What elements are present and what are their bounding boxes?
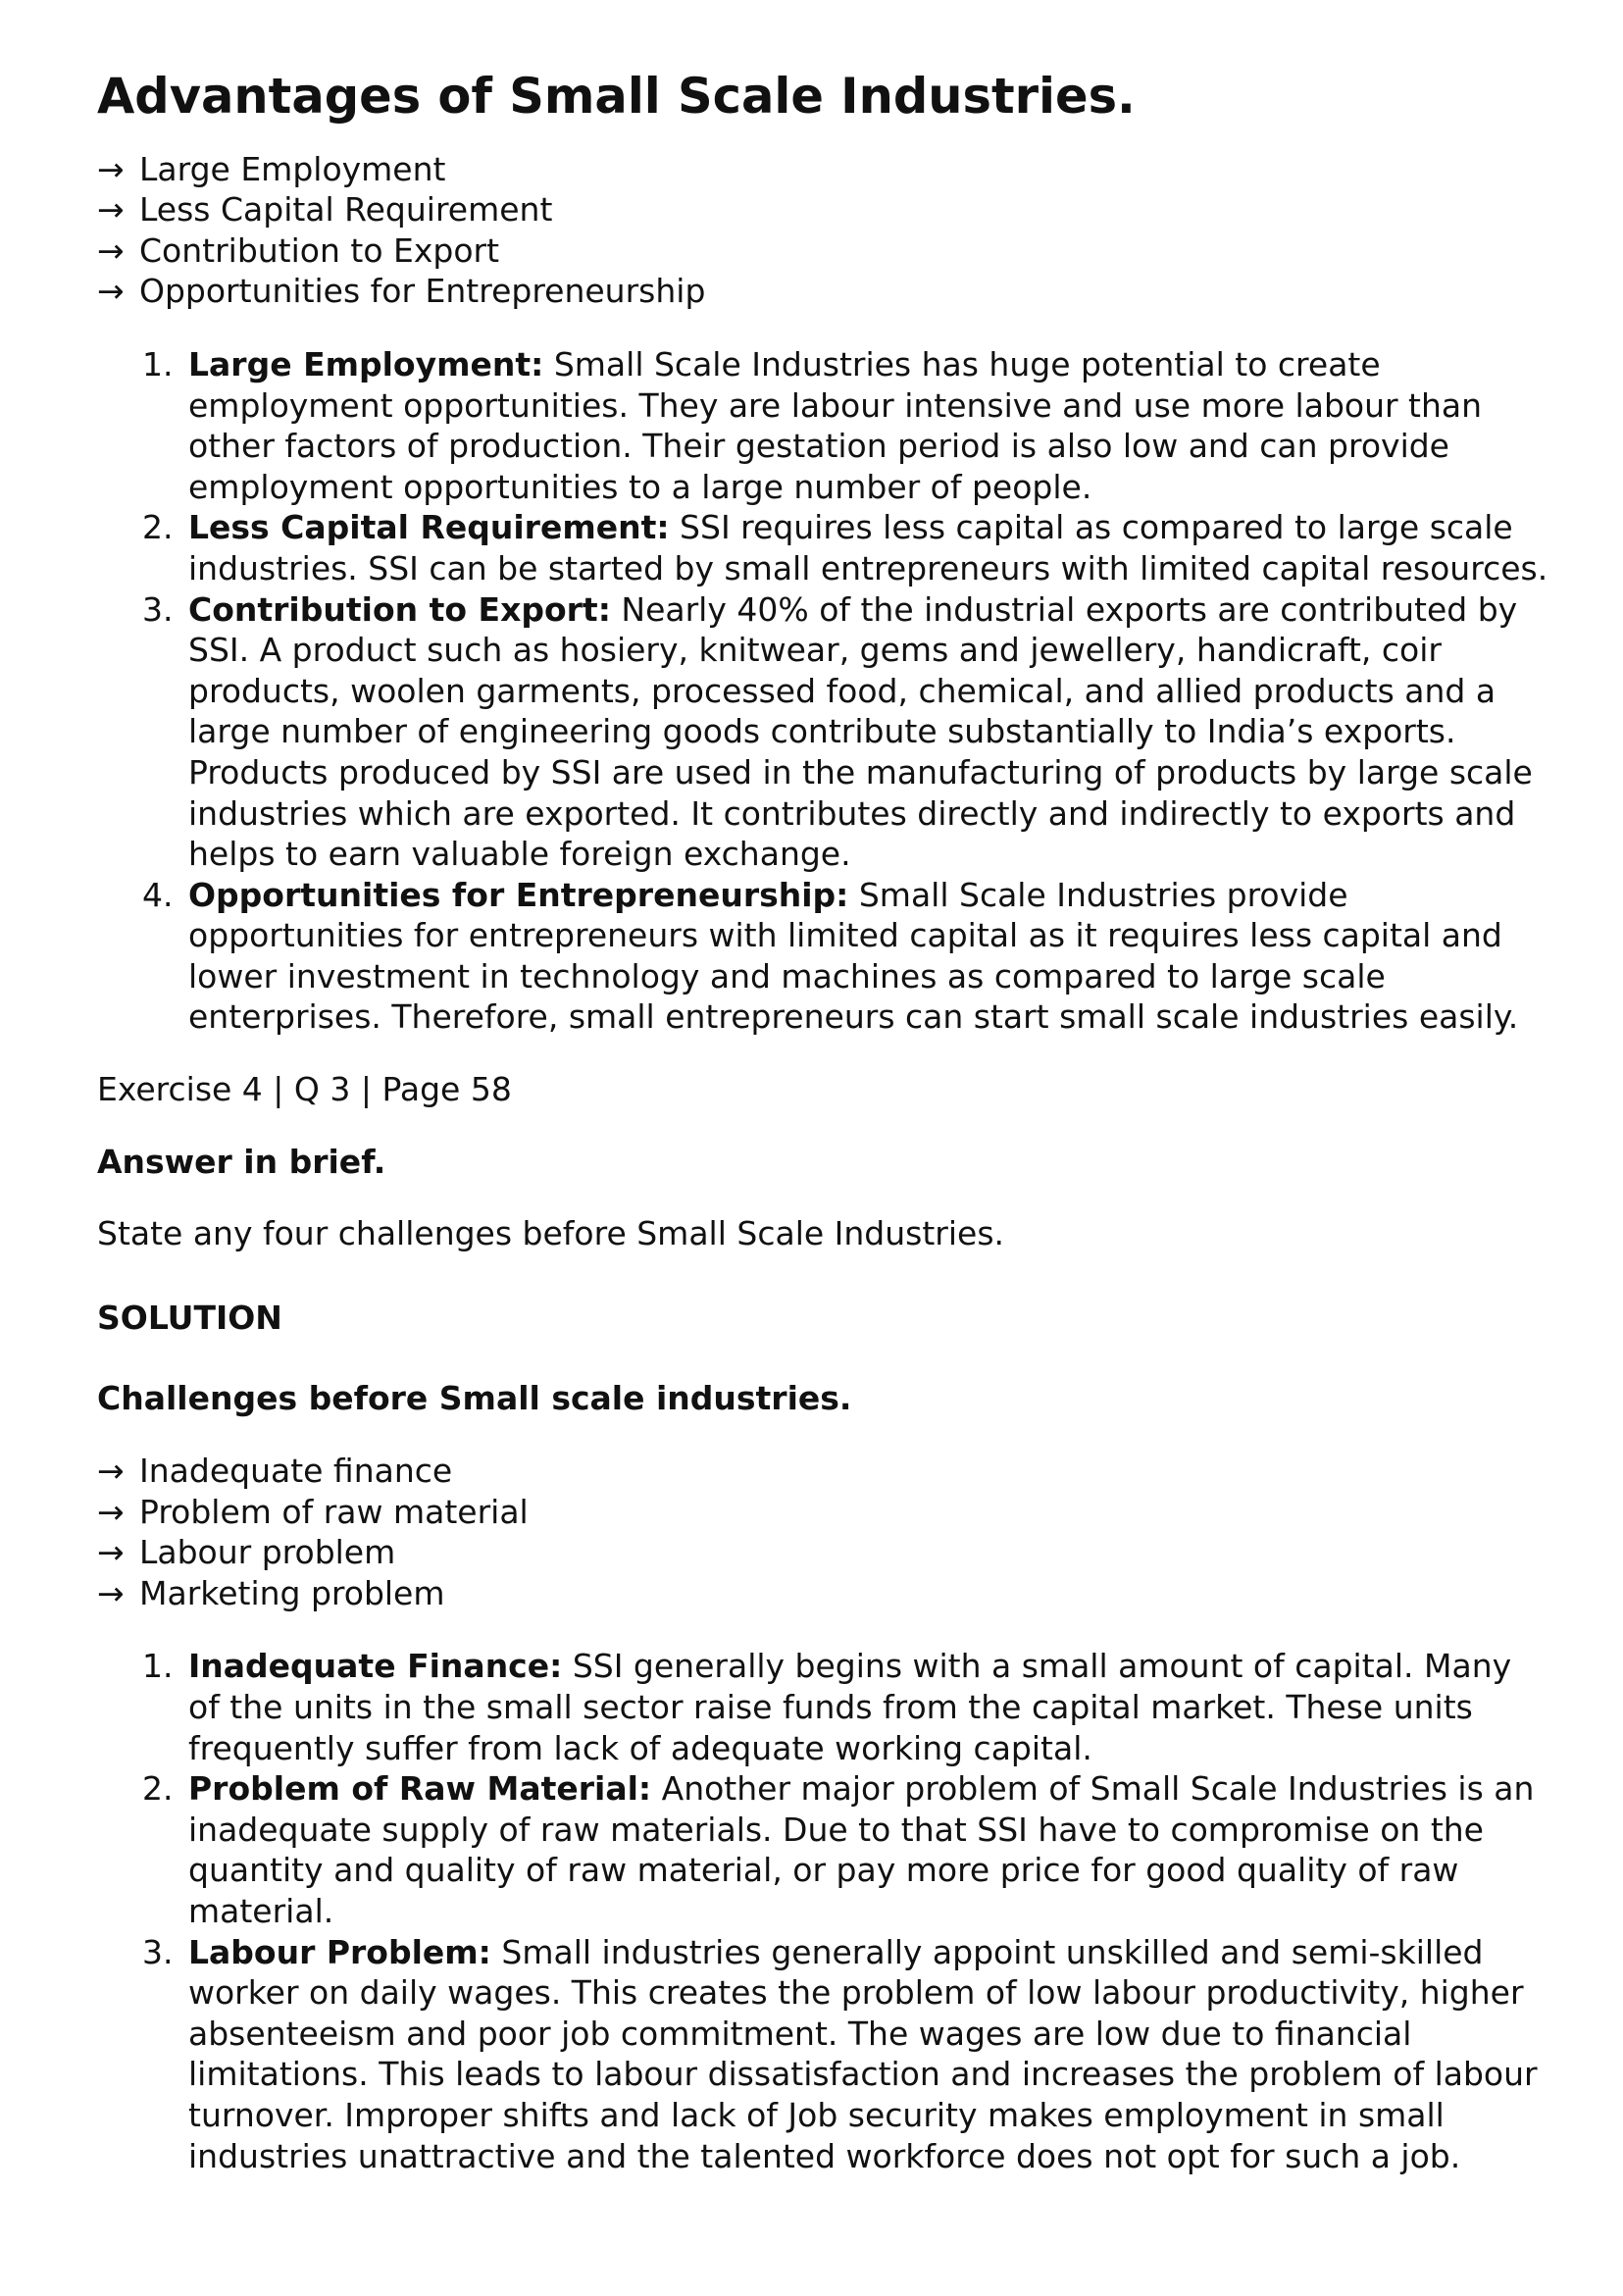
item-term: Problem of Raw Material: [188, 1769, 652, 1809]
advantages-summary-list [97, 149, 1548, 312]
list-item-label: Problem of raw material [139, 1492, 529, 1531]
item-text: SSI generally begins with a small amount of capital. Many of the units in the small sector raise funds from the capital market. These units frequently suffer from lack of adequate working capital. [188, 1647, 1512, 1767]
answer-heading: Answer in brief. [97, 1142, 386, 1181]
item-text: Small Scale Industries has huge potential to create employment opportunities. They are labour intensive and use more labour than other factors of production. Their gestation period is also low and can provide employment opportunities to a large number of people. [188, 344, 1483, 506]
solution-label: SOLUTION [97, 1298, 282, 1337]
item-number: 4. [142, 875, 174, 914]
item-number: 1. [142, 344, 174, 383]
advantages-heading: Advantages of Small Scale Industries. [97, 68, 1136, 125]
list-item [97, 1532, 1548, 1573]
list-item [97, 1768, 1548, 1931]
arrow-icon: → [97, 190, 125, 230]
list-item-label: Less Capital Requirement [139, 190, 553, 230]
item-term: Contribution to Export: [188, 589, 611, 629]
list-item [97, 344, 1548, 507]
item-number: 3. [142, 1932, 174, 1971]
arrow-icon: → [97, 272, 125, 311]
item-number: 3. [142, 589, 174, 629]
list-item [97, 230, 1548, 272]
item-number: 1. [142, 1647, 174, 1686]
item-number: 2. [142, 1769, 174, 1809]
arrow-icon: → [97, 149, 125, 188]
list-item-label: Labour problem [139, 1533, 396, 1572]
arrow-icon: → [97, 230, 125, 270]
list-item-label: Opportunities for Entrepreneurship [139, 272, 706, 311]
arrow-icon: → [97, 1573, 125, 1612]
list-item [97, 1646, 1548, 1768]
list-item [97, 149, 1548, 190]
arrow-icon: → [97, 1533, 125, 1572]
item-text: Small industries generally appoint unskilled and semi-skilled worker on daily wages. This creates the problem of low labour productivity, higher absenteeism and poor job commitment. The wages are low due to financial limitations. This leads to labour dissatisfaction and increases the problem of labour turnover. Improper shifts and lack of Job security makes employment in small industries unattractive and the talented workforce does not opt for such a job. [188, 1932, 1538, 2175]
item-text: Another major problem of Small Scale Industries is an inadequate supply of raw materials. Due to that SSI have to compromise on the quantity and quality of raw material, or pay more price for good quality of raw material. [188, 1769, 1535, 1930]
list-item [97, 875, 1548, 1038]
item-term: Labour Problem: [188, 1932, 491, 1971]
item-text: SSI requires less capital as compared to large scale industries. SSI can be started by small entrepreneurs with limited capital resources. [188, 508, 1548, 587]
list-item-label: Contribution to Export [139, 230, 500, 270]
challenges-heading: Challenges before Small scale industries. [97, 1379, 852, 1418]
document-page [97, 68, 1548, 2176]
item-term: Opportunities for Entrepreneurship: [188, 875, 849, 914]
list-item [97, 507, 1548, 588]
challenges-summary-list [97, 1451, 1548, 1613]
item-text: Nearly 40% of the industrial exports are contributed by SSI. A product such as hosiery, knitwear, gems and jewellery, handicraft, coir products, woolen garments, processed food, chemical, and allied products and a large number of engineering goods contribute substantially to India’s exports. Products produced by SSI are used in the manufacturing of products by large scale industries which are exported. It contributes directly and indirectly to exports and helps to earn valuable foreign exchange. [188, 589, 1533, 874]
list-item-label: Large Employment [139, 149, 446, 188]
arrow-icon: → [97, 1452, 125, 1491]
challenges-detail-list [97, 1646, 1548, 2176]
list-item [97, 1492, 1548, 1533]
list-item-label: Marketing problem [139, 1573, 445, 1612]
item-text: Small Scale Industries provide opportunities for entrepreneurs with limited capital as it requires less capital and lower investment in technology and machines as compared to large scale enterprises. Therefore, small entrepreneurs can start small scale industries easily. [188, 875, 1519, 1037]
exercise-reference: Exercise 4 | Q 3 | Page 58 [97, 1070, 512, 1109]
item-term: Less Capital Requirement: [188, 508, 670, 547]
list-item-label: Inadequate finance [139, 1452, 453, 1491]
arrow-icon: → [97, 1492, 125, 1531]
list-item [97, 189, 1548, 230]
advantages-detail-list [97, 344, 1548, 1038]
item-number: 2. [142, 508, 174, 547]
list-item [97, 1932, 1548, 2177]
list-item [97, 1451, 1548, 1492]
list-item [97, 1573, 1548, 1614]
item-term: Inadequate Finance: [188, 1647, 563, 1686]
list-item [97, 589, 1548, 875]
question-text: State any four challenges before Small Scale Industries. [97, 1214, 1005, 1253]
list-item [97, 271, 1548, 312]
item-term: Large Employment: [188, 344, 544, 383]
